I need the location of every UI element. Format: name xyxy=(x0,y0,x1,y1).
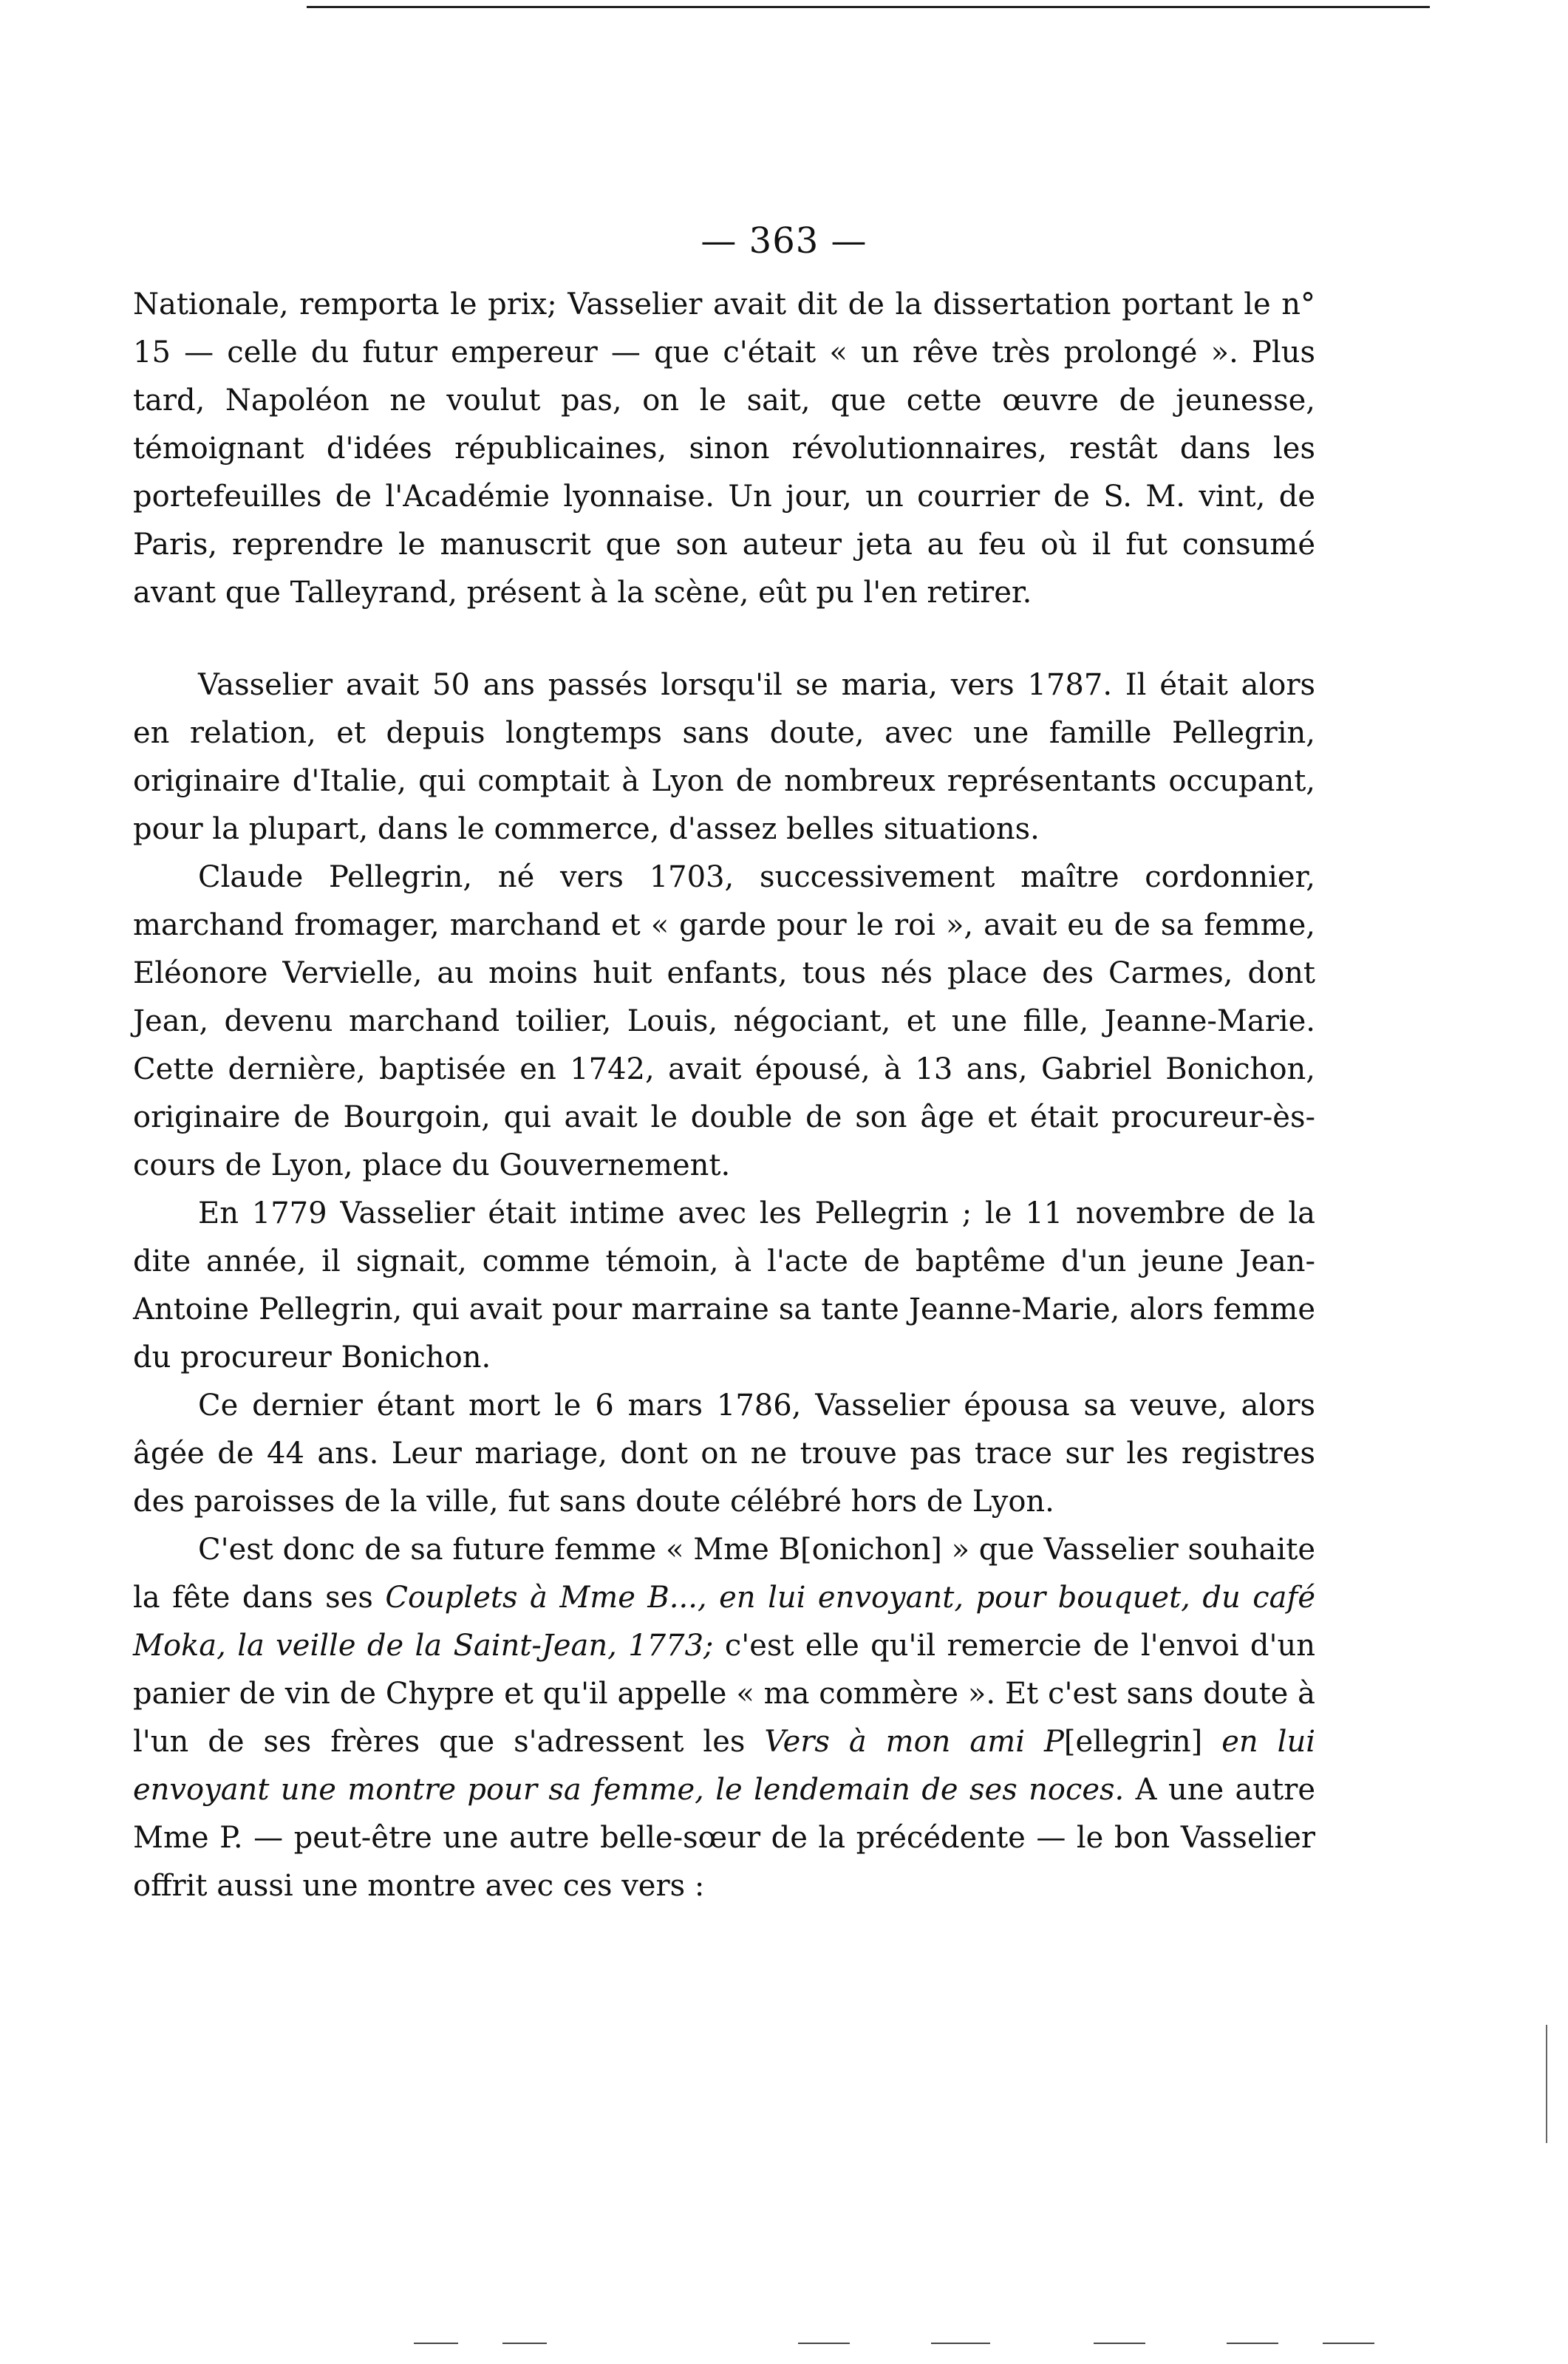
top-border-rule xyxy=(307,6,1430,8)
body-text xyxy=(133,281,1315,1910)
bottom-scan-mark xyxy=(502,2343,547,2344)
edge-scan-mark xyxy=(1546,2025,1547,2143)
italic-title-vers-cont: en lui envoyant une montre pour sa femme, le lendemain de ses noces. xyxy=(133,1725,1315,1807)
italic-title-vers: Vers à mon ami P xyxy=(764,1725,1064,1759)
paragraph-6-segment: c'est elle qu'il remercie de l'envoi d'un panier de vin de Chypre et qu'il appelle « ma commère ». Et c'est sans doute à l'un de ses frères que s'adressent les xyxy=(133,1629,1315,1759)
paragraph-3: Claude Pellegrin, né vers 1703, successivement maître cordonnier, marchand fromager, marchand et « garde pour le roi », avait eu de sa femme, Eléonore Vervielle, au moins huit enfants, tous nés place des Carmes, dont Jean, devenu marchand toilier, Louis, négociant, et une fille, Jeanne-Marie. Cette dernière, baptisée en 1742, avait épousé, à 13 ans, Gabriel Bonichon, originaire de Bourgoin, qui avait le double de son âge et était procureur-ès-cours de Lyon, place du Gouvernement. xyxy=(133,860,1315,1182)
bottom-scan-mark xyxy=(1094,2343,1145,2344)
bottom-scan-mark xyxy=(931,2343,990,2344)
page-number: — 363 — xyxy=(701,220,867,262)
paragraph-5: Ce dernier étant mort le 6 mars 1786, Vasselier épousa sa veuve, alors âgée de 44 ans. Leur mariage, dont on ne trouve pas trace sur les registres des paroisses de la ville, fut sans doute célébré hors de Lyon. xyxy=(133,1389,1315,1519)
bottom-scan-mark xyxy=(798,2343,850,2344)
paragraph-2: Vasselier avait 50 ans passés lorsqu'il se maria, vers 1787. Il était alors en relation, et depuis longtemps sans doute, avec une famille Pellegrin, originaire d'Italie, qui comptait à Lyon de nombreux représentants occupant, pour la plupart, dans le commerce, d'assez belles situations. xyxy=(133,668,1315,846)
paragraph-6-segment: A une autre Mme P. — peut-être une autre belle-sœur de la précédente — le bon Vasselier offrit aussi une montre avec ces vers : xyxy=(133,1773,1316,1903)
paragraph-6-segment: [ellegrin] xyxy=(1063,1725,1222,1759)
bottom-scan-mark xyxy=(414,2343,458,2344)
bottom-scan-mark xyxy=(1227,2343,1278,2344)
paragraph-6 xyxy=(133,1526,1315,1910)
paragraph-1: Nationale, remporta le prix; Vasselier avait dit de la dissertation portant le n° 15 — celle du futur empereur — que c'était « un rêve très prolongé ». Plus tard, Napoléon ne voulut pas, on le sait, que cette œuvre de jeunesse, témoignant d'idées républicaines, sinon révolutionnaires, restât dans les portefeuilles de l'Académie lyonnaise. Un jour, un courrier de S. M. vint, de Paris, reprendre le manuscrit que son auteur jeta au feu où il fut consumé avant que Talleyrand, présent à la scène, eût pu l'en retirer. xyxy=(133,287,1315,610)
paragraph-6-segment: C'est donc de sa future femme « Mme B[onichon] » que Vasselier souhaite la fête dans ses xyxy=(133,1533,1315,1615)
bottom-scan-mark xyxy=(1323,2343,1374,2344)
paragraph-4: En 1779 Vasselier était intime avec les Pellegrin ; le 11 novembre de la dite année, il signait, comme témoin, à l'acte de baptême d'un jeune Jean-Antoine Pellegrin, qui avait pour marraine sa tante Jeanne-Marie, alors femme du procureur Bonichon. xyxy=(133,1196,1315,1375)
italic-title-couplets: Couplets à Mme B..., en lui envoyant, pour bouquet, du café Moka, la veille de la Saint-Jean, 1773; xyxy=(133,1581,1315,1663)
